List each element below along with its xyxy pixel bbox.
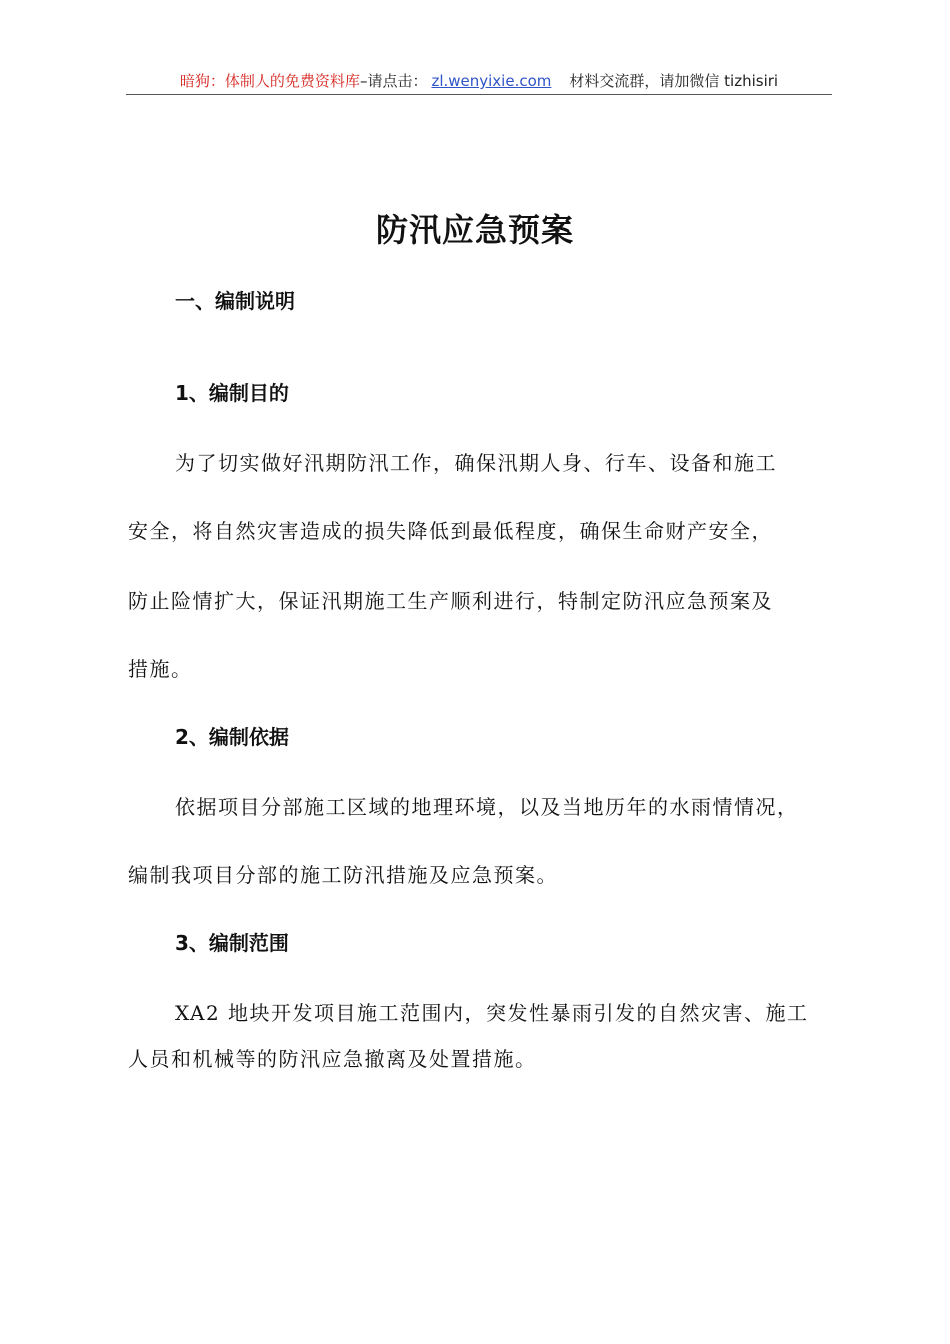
subsection-heading-purpose: 1、编制目的 bbox=[175, 381, 289, 405]
subsection-heading-scope: 3、编制范围 bbox=[175, 931, 289, 955]
document-title: 防汛应急预案 bbox=[375, 211, 574, 249]
page-header bbox=[126, 70, 832, 95]
section-heading-explanation: 一、编制说明 bbox=[175, 289, 295, 313]
paragraph-line: 人员和机械等的防汛应急撤离及处置措施。 bbox=[128, 1047, 537, 1071]
header-link[interactable]: zl.wenyixie.com bbox=[431, 72, 552, 90]
paragraph-line: 防止险情扩大，保证汛期施工生产顺利进行，特制定防汛应急预案及 bbox=[128, 589, 773, 613]
paragraph-line: 编制我项目分部的施工防汛措施及应急预案。 bbox=[128, 863, 558, 887]
header-click-text: –请点击： bbox=[359, 72, 428, 90]
subsection-heading-basis: 2、编制依据 bbox=[175, 725, 289, 749]
paragraph-line: 安全，将自然灾害造成的损失降低到最低程度，确保生命财产安全， bbox=[128, 519, 773, 543]
paragraph-line: 措施。 bbox=[128, 657, 193, 681]
header-wechat-text: 材料交流群，请加微信 tizhisiri bbox=[569, 72, 779, 90]
paragraph-line: 依据项目分部施工区域的地理环境，以及当地历年的水雨情情况， bbox=[175, 795, 799, 819]
header-site-name: 暗狗：体制人的免费资料库 bbox=[179, 72, 360, 90]
paragraph-line: 为了切实做好汛期防汛工作，确保汛期人身、行车、设备和施工 bbox=[175, 451, 777, 475]
paragraph-line: XA2 地块开发项目施工范围内，突发性暴雨引发的自然灾害、施工 bbox=[175, 1001, 809, 1025]
